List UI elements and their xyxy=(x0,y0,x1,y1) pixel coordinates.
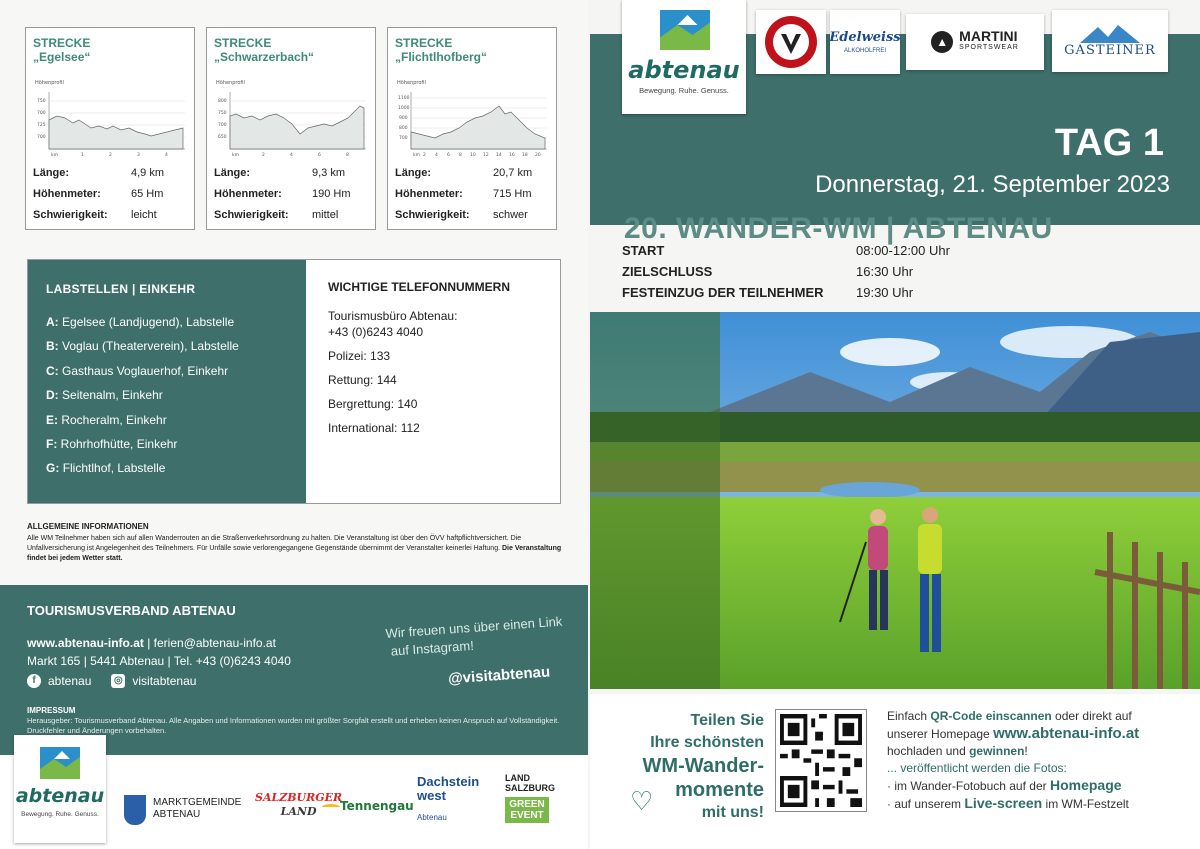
phone-numbers-title: WICHTIGE TELEFONNUMMERN xyxy=(328,280,510,294)
route-header: STRECKE xyxy=(395,36,453,50)
instagram-invite: Wir freuen uns über einen Link auf Instagram! xyxy=(385,613,563,659)
length-value: 9,3 km xyxy=(312,166,346,179)
y-tick: 800 xyxy=(218,99,227,104)
route-header: STRECKE xyxy=(214,36,272,50)
route-card-flichtlhofberg xyxy=(387,27,557,230)
instagram-icon: ◎ xyxy=(111,674,125,688)
website-link[interactable]: www.abtenau-info.at xyxy=(27,636,144,650)
phone-numbers-box xyxy=(306,260,560,503)
list-item: G: Flichtlhof, Labstelle xyxy=(46,461,166,476)
dachstein-west-logo: Dachstein west Abtenau xyxy=(417,774,480,822)
y-tick: 750 xyxy=(37,99,46,104)
event-date: Donnerstag, 21. September 2023 xyxy=(815,171,1170,198)
list-item: C: Gasthaus Voglauerhof, Einkehr xyxy=(46,363,229,378)
share-instructions: Einfach QR-Code einscannen oder direkt auf unserer Homepage www.abtenau-info.at hochladen und gewinnen! ... veröffentlicht werden die Fotos: · im Wander-Fotobuch auf der Homepage · auf unserem Live-screen im WM-Festzelt xyxy=(887,709,1140,811)
length-label: Länge: xyxy=(395,166,432,179)
list-item: E: Rocheralm, Einkehr xyxy=(46,412,167,427)
facebook-link[interactable]: f abtenau xyxy=(27,674,91,688)
list-item: F: Rohrhofhütte, Einkehr xyxy=(46,436,178,451)
tourism-office-label: Tourismusbüro Abtenau: xyxy=(328,309,458,323)
length-label: Länge: xyxy=(214,166,251,179)
difficulty-value: mittel xyxy=(312,208,339,221)
abtenau-logo: abtenau Bewegung. Ruhe. Genuss. xyxy=(14,735,106,843)
y-tick: 725 xyxy=(37,123,46,128)
qr-code[interactable] xyxy=(775,709,867,812)
police-number: Polizei: 133 xyxy=(328,349,391,363)
tvb-address: Markt 165 | 5441 Abtenau | Tel. +43 (0)6243 4040 xyxy=(27,654,291,668)
abtenau-logo: abtenau Bewegung. Ruhe. Genuss. xyxy=(622,0,746,114)
x-tick: km xyxy=(413,153,420,158)
profile-label: Höhenprofil xyxy=(35,80,64,86)
coat-of-arms-icon xyxy=(124,795,146,825)
photo-share-section xyxy=(590,694,1200,849)
profile-label: Höhenprofil xyxy=(216,80,245,86)
instagram-handle[interactable]: @visitabtenau xyxy=(447,663,551,688)
x-tick: 20 xyxy=(535,153,541,158)
share-headline: Teilen Sie Ihre schönsten WM-Wander- momente mit uns! xyxy=(642,712,764,821)
elevation-line xyxy=(230,106,364,149)
x-tick: 2 xyxy=(262,153,265,158)
elevation-value: 190 Hm xyxy=(312,187,351,200)
marktgemeinde-logo: MARKTGEMEINDE ABTENAU xyxy=(153,797,242,820)
list-item: D: Seitenalm, Einkehr xyxy=(46,388,163,403)
tourism-office-phone: +43 (0)6243 4040 xyxy=(328,325,424,339)
elevation-label: Höhenmeter: xyxy=(395,187,463,200)
route-stats xyxy=(395,162,550,225)
x-tick: 8 xyxy=(459,153,462,158)
list-item: B: Voglau (Theaterverein), Labstelle xyxy=(46,339,239,354)
partner-logos xyxy=(0,755,588,849)
oevv-logo xyxy=(756,10,826,74)
impressum-text: Herausgeber: Tourismusverband Abtenau. Alle Angaben und Informationen wurden mit größter Sorgfalt erstellt und erheben keinen Anspruch auf Vollständigkeit. Druckfehler und Änderungen vorbehalten. xyxy=(27,716,560,735)
difficulty-label: Schwierigkeit: xyxy=(395,208,470,221)
schedule-row: ZIELSCHLUSS 16:30 Uhr xyxy=(622,264,914,279)
edelweiss-logo: Edelweiss ALKOHOLFREI xyxy=(830,10,900,74)
schedule xyxy=(622,240,950,303)
labstellen-list xyxy=(46,282,306,481)
general-info-bold: Die Veranstaltung findet bei jedem Wetter statt. xyxy=(27,545,562,562)
elevation-profile-flichtlhofberg xyxy=(395,76,550,172)
tourism-association-panel xyxy=(0,585,588,755)
rescue-number: Rettung: 144 xyxy=(328,373,397,387)
x-tick: 16 xyxy=(509,153,515,158)
homepage-link[interactable]: www.abtenau-info.at xyxy=(993,725,1140,742)
martini-logo: ▲ MARTINI SPORTSWEAR xyxy=(906,14,1044,70)
y-tick: 700 xyxy=(399,136,408,141)
x-tick: 4 xyxy=(435,153,438,158)
impressum xyxy=(27,706,567,736)
x-tick: 14 xyxy=(496,153,502,158)
qr-code-icon xyxy=(780,714,862,807)
x-tick: 2 xyxy=(423,153,426,158)
impressum-title: IMPRESSUM xyxy=(27,706,76,715)
x-tick: 4 xyxy=(165,153,168,158)
elevation-value: 715 Hm xyxy=(493,187,532,200)
route-name: „Schwarzerbach“ xyxy=(214,50,315,64)
labstellen-title: LABSTELLEN | EINKEHR xyxy=(46,282,196,296)
abtenau-mountain-icon xyxy=(40,747,80,779)
difficulty-label: Schwierigkeit: xyxy=(214,208,289,221)
gasteiner-mountain-icon xyxy=(1080,25,1140,43)
route-stats xyxy=(214,162,369,225)
y-tick: 700 xyxy=(37,135,46,140)
difficulty-value: leicht xyxy=(131,208,157,221)
general-info xyxy=(27,522,567,564)
x-tick: 18 xyxy=(522,153,528,158)
route-header: STRECKE xyxy=(33,36,91,50)
heart-icon: ♡ xyxy=(630,786,654,816)
y-tick: 800 xyxy=(399,126,408,131)
tvb-title: TOURISMUSVERBAND ABTENAU xyxy=(27,603,236,618)
length-label: Länge: xyxy=(33,166,70,179)
x-tick: 12 xyxy=(483,153,489,158)
hikers-landscape-image xyxy=(590,312,1200,689)
profile-label: Höhenprofil xyxy=(397,80,426,86)
hikers-landscape-photo xyxy=(590,312,1200,689)
left-page xyxy=(0,0,588,849)
right-page xyxy=(590,0,1200,849)
y-tick: 700 xyxy=(37,111,46,116)
difficulty-value: schwer xyxy=(493,208,528,221)
x-tick: 6 xyxy=(318,153,321,158)
x-tick: 3 xyxy=(137,153,140,158)
x-tick: km xyxy=(51,153,58,158)
y-tick: 900 xyxy=(399,116,408,121)
email-link[interactable]: | ferien@abtenau-info.at xyxy=(143,636,276,650)
route-card-schwarzerbach xyxy=(206,27,376,230)
international-number: International: 112 xyxy=(328,421,420,435)
elevation-value: 65 Hm xyxy=(131,187,164,200)
facebook-icon: f xyxy=(27,674,41,688)
instagram-link[interactable]: ◎ visitabtenau xyxy=(111,674,196,688)
martini-icon: ▲ xyxy=(931,31,953,53)
gasteiner-logo: GASTEINER xyxy=(1052,10,1168,72)
y-tick: 700 xyxy=(218,123,227,128)
y-tick: 1100 xyxy=(398,96,410,101)
oevv-emblem-icon xyxy=(763,14,819,70)
day-title: TAG 1 xyxy=(1054,122,1164,164)
schedule-row: START 08:00-12:00 Uhr xyxy=(622,243,950,258)
elevation-line xyxy=(49,116,183,149)
elevation-line xyxy=(411,106,545,149)
y-tick: 650 xyxy=(218,135,227,140)
route-name: „Egelsee“ xyxy=(33,50,91,64)
difficulty-label: Schwierigkeit: xyxy=(33,208,108,221)
x-tick: km xyxy=(232,153,239,158)
length-value: 4,9 km xyxy=(131,166,165,179)
route-stats xyxy=(33,162,188,225)
route-card-egelsee xyxy=(25,27,195,230)
x-tick: 6 xyxy=(447,153,450,158)
x-tick: 8 xyxy=(346,153,349,158)
general-info-title: ALLGEMEINE INFORMATIONEN xyxy=(27,522,149,531)
land-salzburg-green-event-logo: LAND SALZBURG GREEN EVENT xyxy=(505,773,555,821)
labstellen-panel xyxy=(27,259,561,504)
mountain-rescue-number: Bergrettung: 140 xyxy=(328,397,418,411)
list-item: A: Egelsee (Landjugend), Labstelle xyxy=(46,315,235,329)
general-info-text: Alle WM Teilnehmer haben sich auf allen Wanderrouten an die Straßenverkehrsordnung zu halten. Die Veranstaltung ist über den ÖVV haftpflichtversichert. Die Unfallversicherung ist Angelegenheit des Teilnehmers. Für Unfälle sowie verlorengegangene Gegenstände übernimmt der Veranstalter keinerlei Haftung. xyxy=(27,535,522,552)
tennengau-logo: Tennengau xyxy=(322,799,414,813)
elevation-profile-schwarzerbach xyxy=(214,76,369,172)
y-tick: 750 xyxy=(218,111,227,116)
x-tick: 10 xyxy=(470,153,476,158)
length-value: 20,7 km xyxy=(493,166,533,179)
event-title: 20. WANDER-WM | ABTENAU xyxy=(624,212,1053,245)
x-tick: 4 xyxy=(290,153,293,158)
elevation-label: Höhenmeter: xyxy=(214,187,282,200)
elevation-label: Höhenmeter: xyxy=(33,187,101,200)
elevation-profile-egelsee xyxy=(33,76,188,172)
schedule-row: FESTEINZUG DER TEILNEHMER 19:30 Uhr xyxy=(622,285,914,300)
abtenau-mountain-icon xyxy=(660,10,710,50)
y-tick: 1000 xyxy=(398,106,410,111)
x-tick: 1 xyxy=(81,153,84,158)
route-name: „Flichtlhofberg“ xyxy=(395,50,487,64)
salzburger-land-logo: SALZBURGER LAND xyxy=(255,791,343,818)
x-tick: 2 xyxy=(109,153,112,158)
